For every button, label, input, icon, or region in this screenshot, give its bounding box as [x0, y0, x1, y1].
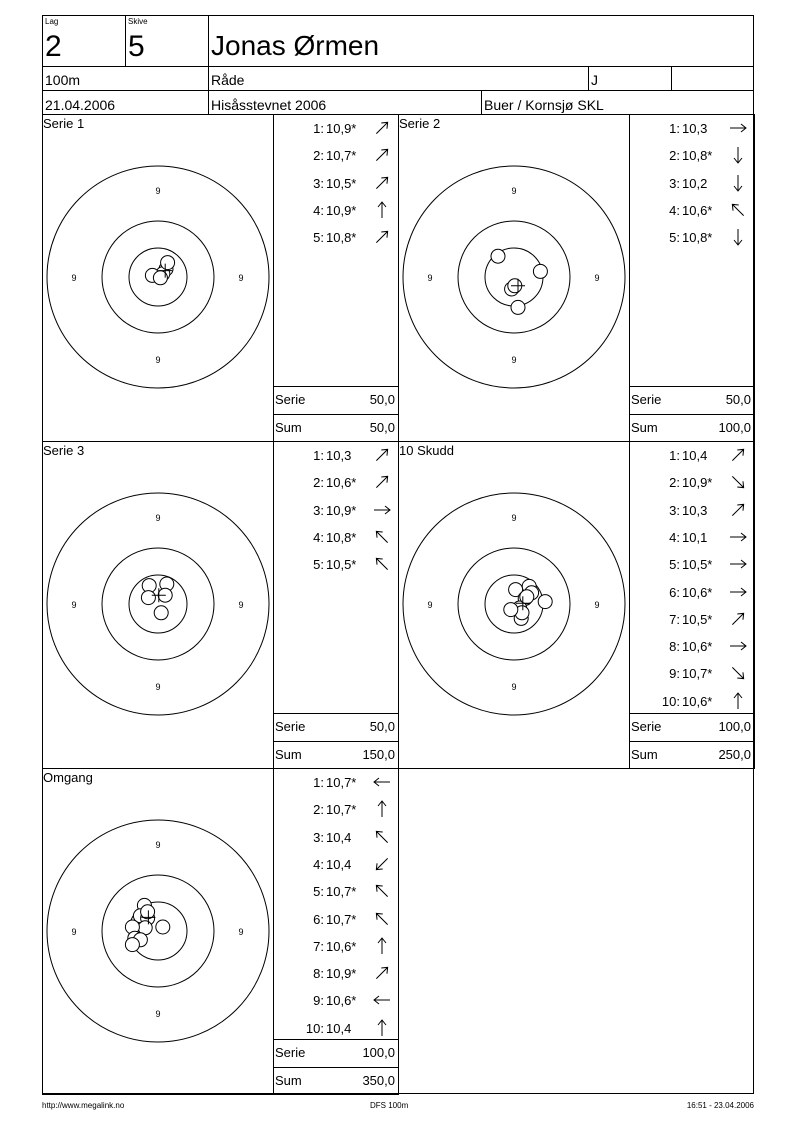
ring-label: 9: [238, 600, 244, 610]
shot-number: 9:: [313, 993, 324, 1009]
extra-cell: [671, 66, 754, 91]
direction-arrow-icon: [372, 799, 392, 819]
impact-mark: [504, 603, 518, 617]
shot-value: 10,3: [682, 121, 708, 136]
shot-number: 7:: [313, 938, 324, 954]
target-ring: [102, 548, 214, 660]
direction-arrow-icon: [372, 881, 392, 901]
panel-title: 10 Skudd: [399, 443, 454, 458]
shot-number: 2:: [313, 148, 324, 164]
shot-value: 10,6*: [682, 584, 713, 600]
direction-arrow-icon: [372, 118, 392, 138]
ring-label: 9: [511, 186, 517, 196]
impact-mark: [520, 590, 534, 604]
serie-value: 100,0: [718, 719, 751, 734]
serie-label: Serie: [275, 719, 306, 734]
skive-label: Skive: [128, 17, 148, 26]
totals-line: [273, 741, 399, 742]
shot-row: [274, 906, 396, 933]
ring-label: 9: [511, 513, 517, 523]
serie-value: 50,0: [369, 719, 395, 734]
totals-line: [273, 1067, 399, 1068]
ring-label: 9: [155, 186, 161, 196]
shot-row: [630, 551, 752, 578]
lag-label: Lag: [45, 17, 59, 26]
direction-arrow-icon: [728, 527, 748, 547]
shot-value: 10,9*: [326, 966, 357, 982]
serie-label: Serie: [275, 1045, 306, 1060]
shot-row: [630, 142, 752, 169]
sum-value: 350,0: [362, 1073, 395, 1088]
shot-value: 10,9*: [326, 502, 357, 518]
sum-value: 150,0: [362, 747, 395, 762]
direction-arrow-icon: [728, 173, 748, 193]
skive-value: 5: [128, 30, 145, 63]
direction-arrow-icon: [372, 1018, 392, 1038]
direction-arrow-icon: [728, 200, 748, 220]
shot-number: 3:: [669, 175, 680, 191]
shot-number: 6:: [313, 911, 324, 927]
direction-arrow-icon: [372, 445, 392, 465]
impact-mark: [491, 249, 505, 263]
serie-total-row: [629, 392, 754, 410]
shot-value: 10,1: [682, 529, 708, 545]
impact-mark: [538, 595, 552, 609]
panel-title: Omgang: [43, 770, 93, 785]
header-name-cell: [208, 15, 754, 67]
shot-row: [630, 170, 752, 197]
impact-mark: [533, 264, 547, 278]
shot-row: [630, 606, 752, 633]
ring-label: 9: [71, 927, 77, 937]
direction-arrow-icon: [372, 527, 392, 547]
shot-value: 10,7*: [326, 911, 357, 927]
impact-mark: [511, 300, 525, 314]
totals-line: [629, 741, 755, 742]
shot-value: 10,7*: [682, 666, 713, 682]
shot-value: 10,3: [326, 448, 352, 463]
totals-line: [629, 414, 755, 415]
ring-label: 9: [594, 273, 600, 283]
target-ring: [458, 221, 570, 333]
shot-row: [274, 224, 396, 251]
range-cell: [481, 90, 754, 115]
distance: 100m: [45, 72, 81, 88]
shot-row: [274, 960, 396, 987]
totals-line: [629, 713, 755, 714]
direction-arrow-icon: [372, 963, 392, 983]
direction-arrow-icon: [372, 854, 392, 874]
ring-label: 9: [155, 840, 161, 850]
shot-row: [630, 579, 752, 606]
shot-value: 10,4: [682, 448, 708, 463]
shot-row: [274, 824, 396, 851]
direction-arrow-icon: [372, 472, 392, 492]
shot-row: [274, 170, 396, 197]
shot-number: 3:: [313, 502, 324, 518]
shot-value: 10,3: [682, 502, 708, 518]
shot-value: 10,7*: [326, 802, 357, 818]
sum-label: Sum: [275, 747, 302, 762]
shot-row: [630, 633, 752, 660]
shot-number: 1:: [313, 775, 324, 790]
ring-label: 9: [71, 273, 77, 283]
ring-label: 9: [155, 682, 161, 692]
shot-row: [630, 197, 752, 224]
direction-arrow-icon: [372, 173, 392, 193]
shot-row: [274, 1015, 396, 1042]
panel-bottom-border: [398, 768, 755, 769]
ring-label: 9: [71, 600, 77, 610]
shot-number: 5:: [313, 230, 324, 246]
sum-total-row: [273, 1073, 398, 1091]
totals-line: [273, 386, 399, 387]
direction-arrow-icon: [372, 772, 392, 792]
serie-total-row: [273, 1045, 398, 1063]
shot-row: [274, 469, 396, 496]
ring-label: 9: [155, 355, 161, 365]
shot-number: 4:: [313, 529, 324, 545]
shot-value: 10,7*: [326, 775, 357, 790]
target-diagram: [38, 157, 278, 397]
sum-value: 250,0: [718, 747, 751, 762]
shot-value: 10,7*: [326, 148, 357, 164]
class-cell: [588, 66, 672, 91]
shot-value: 10,5*: [326, 557, 357, 573]
shot-value: 10,7*: [326, 884, 357, 900]
panel-title: Serie 3: [43, 443, 85, 458]
sum-total-row: [273, 420, 398, 438]
shot-row: [274, 796, 396, 823]
shot-number: 8:: [669, 639, 680, 655]
shot-number: 2:: [669, 148, 680, 164]
impact-mark: [141, 905, 155, 919]
direction-arrow-icon: [728, 500, 748, 520]
shot-number: 7:: [669, 611, 680, 627]
direction-arrow-icon: [372, 990, 392, 1010]
direction-arrow-icon: [372, 909, 392, 929]
shot-number: 4:: [313, 856, 324, 872]
direction-arrow-icon: [728, 691, 748, 711]
shot-row: [630, 442, 752, 469]
footer-url: http://www.megalink.no: [42, 1101, 125, 1110]
shot-row: [274, 142, 396, 169]
panel-title: Serie 2: [399, 116, 441, 131]
shot-row: [274, 551, 396, 578]
shot-value: 10,8*: [326, 529, 357, 545]
totals-line: [273, 1039, 399, 1040]
shot-value: 10,6*: [682, 639, 713, 655]
ring-label: 9: [238, 273, 244, 283]
shot-row: [630, 469, 752, 496]
ring-label: 9: [427, 600, 433, 610]
sum-value: 100,0: [718, 420, 751, 435]
date: 21.04.2006: [45, 97, 116, 113]
impact-mark: [125, 938, 139, 952]
ring-label: 9: [238, 927, 244, 937]
impact-mark: [154, 606, 168, 620]
impact-mark: [161, 256, 175, 270]
serie-total-row: [273, 719, 398, 737]
shot-number: 1:: [313, 448, 324, 463]
shot-row: [274, 197, 396, 224]
shot-row: [630, 224, 752, 251]
shot-value: 10,6*: [326, 475, 357, 491]
shot-value: 10,8*: [682, 230, 713, 246]
shot-number: 9:: [669, 666, 680, 682]
sum-total-row: [273, 747, 398, 765]
shot-number: 10:: [661, 693, 680, 709]
range: Buer / Kornsjø SKL: [484, 97, 604, 113]
shot-row: [274, 769, 396, 796]
header-skive-cell: [125, 15, 209, 67]
direction-arrow-icon: [728, 609, 748, 629]
shot-number: 5:: [669, 557, 680, 573]
serie-label: Serie: [275, 392, 306, 407]
ring-label: 9: [155, 513, 161, 523]
shot-row: [274, 933, 396, 960]
sum-label: Sum: [631, 747, 658, 762]
shot-value: 10,4: [326, 856, 352, 872]
footer-timestamp: 16:51 - 23.04.2006: [686, 1101, 754, 1110]
lag-value: 2: [45, 30, 62, 63]
sum-label: Sum: [631, 420, 658, 435]
impact-mark: [156, 920, 170, 934]
sum-label: Sum: [275, 420, 302, 435]
shot-value: 10,2: [682, 175, 708, 191]
shot-value: 10,5*: [682, 557, 713, 573]
shot-row: [274, 878, 396, 905]
direction-arrow-icon: [728, 227, 748, 247]
shot-number: 2:: [313, 802, 324, 818]
direction-arrow-icon: [728, 145, 748, 165]
shot-row: [274, 497, 396, 524]
event: Hisåsstevnet 2006: [211, 97, 327, 113]
panel-right-border: [398, 768, 399, 1094]
totals-line: [629, 386, 755, 387]
shooter-name: Jonas Ørmen: [211, 30, 380, 61]
serie-value: 50,0: [725, 392, 751, 407]
event-cell: [208, 90, 482, 115]
target-diagram: [38, 811, 278, 1051]
shot-value: 10,5*: [682, 611, 713, 627]
direction-arrow-icon: [372, 827, 392, 847]
direction-arrow-icon: [728, 472, 748, 492]
shot-value: 10,4: [326, 829, 352, 845]
class: J: [591, 72, 598, 88]
direction-arrow-icon: [372, 227, 392, 247]
shot-value: 10,9*: [326, 121, 357, 136]
shot-number: 4:: [313, 202, 324, 218]
ring-label: 9: [511, 682, 517, 692]
direction-arrow-icon: [372, 500, 392, 520]
target-diagram: [38, 484, 278, 724]
shot-number: 5:: [313, 884, 324, 900]
direction-arrow-icon: [728, 554, 748, 574]
club-cell: [208, 66, 589, 91]
shot-number: 2:: [313, 475, 324, 491]
shot-number: 5:: [669, 230, 680, 246]
ring-label: 9: [511, 355, 517, 365]
shot-row: [630, 688, 752, 715]
shot-number: 1:: [669, 448, 680, 463]
shot-number: 3:: [669, 502, 680, 518]
serie-total-row: [629, 719, 754, 737]
direction-arrow-icon: [372, 145, 392, 165]
shot-row: [630, 115, 752, 142]
shot-row: [274, 524, 396, 551]
shot-row: [274, 851, 396, 878]
shot-number: 4:: [669, 202, 680, 218]
totals-line: [273, 414, 399, 415]
target-diagram: [394, 157, 634, 397]
totals-line: [273, 713, 399, 714]
shot-number: 3:: [313, 829, 324, 845]
shot-row: [274, 987, 396, 1014]
direction-arrow-icon: [728, 445, 748, 465]
direction-arrow-icon: [372, 554, 392, 574]
shot-row: [630, 497, 752, 524]
ring-label: 9: [427, 273, 433, 283]
shot-row: [274, 115, 396, 142]
shot-number: 8:: [313, 966, 324, 982]
shot-number: 3:: [313, 175, 324, 191]
target-ring: [129, 575, 187, 633]
shot-value: 10,8*: [682, 148, 713, 164]
shot-value: 10,4: [326, 1020, 352, 1036]
panel-title: Serie 1: [43, 116, 85, 131]
panel-bottom-border: [42, 1094, 399, 1095]
shot-number: 4:: [669, 529, 680, 545]
sum-label: Sum: [275, 1073, 302, 1088]
shot-number: 6:: [669, 584, 680, 600]
shot-value: 10,9*: [682, 475, 713, 491]
shot-number: 1:: [313, 121, 324, 136]
shot-value: 10,5*: [326, 175, 357, 191]
serie-value: 50,0: [369, 392, 395, 407]
shot-number: 2:: [669, 475, 680, 491]
serie-label: Serie: [631, 392, 662, 407]
direction-arrow-icon: [728, 118, 748, 138]
footer-center: DFS 100m: [370, 1101, 409, 1110]
shot-number: 5:: [313, 557, 324, 573]
panel-right-border: [754, 441, 755, 768]
serie-total-row: [273, 392, 398, 410]
ring-label: 9: [155, 1009, 161, 1019]
direction-arrow-icon: [728, 663, 748, 683]
shot-row: [630, 660, 752, 687]
shot-value: 10,6*: [326, 993, 357, 1009]
shot-number: 10:: [305, 1020, 324, 1036]
serie-value: 100,0: [362, 1045, 395, 1060]
sum-total-row: [629, 420, 754, 438]
sum-total-row: [629, 747, 754, 765]
club: Råde: [211, 72, 245, 88]
sum-value: 50,0: [369, 420, 395, 435]
target-diagram: [394, 484, 634, 724]
direction-arrow-icon: [372, 200, 392, 220]
direction-arrow-icon: [728, 636, 748, 656]
shot-value: 10,6*: [682, 202, 713, 218]
panel-right-border: [754, 114, 755, 441]
shot-row: [274, 442, 396, 469]
shot-number: 1:: [669, 121, 680, 136]
impact-mark: [141, 591, 155, 605]
direction-arrow-icon: [728, 582, 748, 602]
header-lag-cell: [42, 15, 126, 67]
ring-label: 9: [594, 600, 600, 610]
direction-arrow-icon: [372, 936, 392, 956]
serie-label: Serie: [631, 719, 662, 734]
shot-row: [630, 524, 752, 551]
shot-value: 10,6*: [682, 693, 713, 709]
shot-value: 10,9*: [326, 202, 357, 218]
shot-value: 10,6*: [326, 938, 357, 954]
shot-value: 10,8*: [326, 230, 357, 246]
